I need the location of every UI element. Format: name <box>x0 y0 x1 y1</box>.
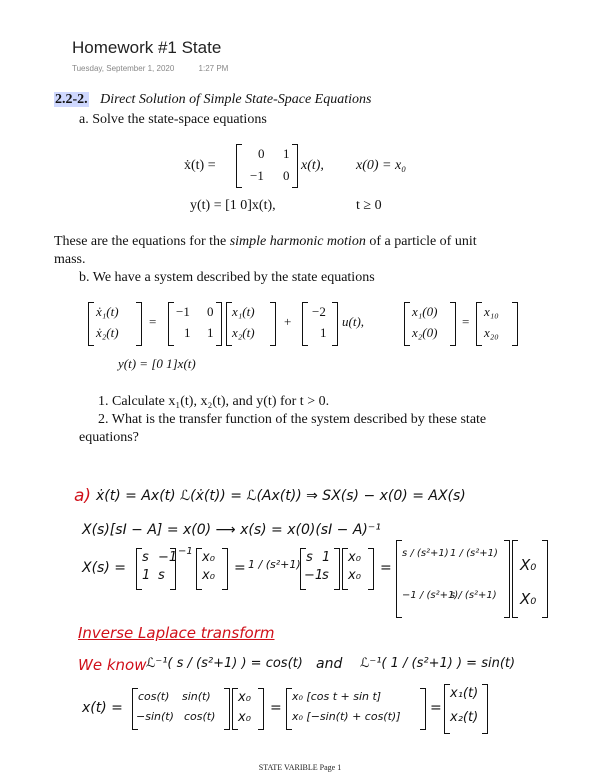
hw-xt-m21: −sin(t) <box>136 710 174 723</box>
hw-l3-m1-21: 1 <box>142 568 151 583</box>
hw-l3-res-12: 1 / (s²+1) <box>450 548 498 559</box>
b-ic-lhs-2: x₂(0) <box>412 325 438 340</box>
eq1-rhs: x(t), <box>301 158 324 173</box>
hw-l3-v3-1: X₀ <box>520 556 537 574</box>
hw-xt-out-right <box>482 684 488 734</box>
note-suffix: of a particle of unit <box>365 234 477 249</box>
hw-l3-m2-22: s <box>322 568 329 583</box>
hw-part-a-label: a) <box>74 486 92 506</box>
hw-xt-v-right <box>258 688 264 730</box>
part-b-text: b. We have a system described by the state equations <box>79 270 375 285</box>
page-time: 1:27 PM <box>198 64 229 73</box>
b-A-bracket-left <box>168 302 174 346</box>
b-lhs-bracket-left <box>88 302 94 346</box>
problem-number: 2.2-2. <box>55 92 88 107</box>
hw-line3-lhs: X(s) = <box>82 560 126 576</box>
problem-title: Direct Solution of Simple State-Space Equations <box>100 92 372 107</box>
eq1-a11: 0 <box>258 146 265 161</box>
b-ic-equals: = <box>462 314 470 329</box>
eq2: y(t) = [1 0]x(t), <box>190 198 276 213</box>
hw-l3-v2-right <box>368 548 374 590</box>
b-A12: 0 <box>207 304 214 319</box>
page-title: Homework #1 State <box>72 38 222 57</box>
hw-xt-res-right <box>420 688 426 730</box>
hw-xt-m12: sin(t) <box>182 690 211 703</box>
hw-l3-eq1: = <box>234 560 246 576</box>
eq2-cond: t ≥ 0 <box>356 198 382 213</box>
hw-identity-1: ℒ⁻¹( s / (s²+1) ) = cos(t) <box>146 656 303 671</box>
b-x1: x₁(t) <box>232 304 255 319</box>
hw-ilt-heading: Inverse Laplace transform <box>78 624 275 642</box>
eq1-a21: −1 <box>250 168 264 183</box>
b-lhs-bracket-right <box>136 302 142 346</box>
b-ic-rhs-2: x₂₀ <box>484 325 499 340</box>
problem-heading <box>54 92 371 108</box>
b-A11: −1 <box>176 304 190 319</box>
b-equals: = <box>149 314 157 329</box>
question-2-line1: 2. What is the transfer function of the system described by these state <box>98 412 487 427</box>
b-ic-bracket-right <box>450 302 456 346</box>
b-ic-bracket-left <box>404 302 410 346</box>
hw-l3-v2-1: x₀ <box>348 550 361 565</box>
question-2-line2: equations? <box>79 430 139 445</box>
b-B2: 1 <box>320 325 327 340</box>
b-lhs-1: ẋ₁(t) <box>96 304 119 319</box>
hw-identity-2: ℒ⁻¹( 1 / (s²+1) ) = sin(t) <box>360 656 516 671</box>
eq1-bracket-right <box>292 144 298 188</box>
hw-l3-v1: x₀ <box>202 550 215 565</box>
b-plus: + <box>284 314 292 329</box>
hw-xt-out1: x₁(t) <box>450 686 479 701</box>
b-B-bracket-right <box>332 302 338 346</box>
eq1-a12: 1 <box>283 146 290 161</box>
hw-l3-eq2: = <box>380 560 392 576</box>
hw-line2: X(s)[sI − A] = x(0) ⟶ x(s) = x(0)(sI − A)⁻¹ <box>82 522 381 538</box>
page-timestamp <box>72 64 228 73</box>
hw-xt-lhs: x(t) = <box>82 700 123 716</box>
note-emphasis: simple harmonic motion <box>229 234 366 249</box>
hw-xt-m-right <box>224 688 230 730</box>
hw-l3-v-right <box>222 548 228 590</box>
b-ic-rhs-bracket-right <box>512 302 518 346</box>
b-B-bracket-left <box>302 302 308 346</box>
hw-l3-v3-left <box>512 540 518 618</box>
hw-l3-frac: 1 / (s²+1) <box>248 558 301 571</box>
hw-l3-v2-2: x₀ <box>348 568 361 583</box>
hw-xt-v2: x₀ <box>238 710 251 725</box>
hw-l3-m2-11: s <box>306 550 313 565</box>
hw-xt-v1: x₀ <box>238 690 251 705</box>
hw-l3-m1-22: s <box>158 568 165 583</box>
eq1-bracket-left <box>236 144 242 188</box>
question-1: 1. Calculate x₁(t), x₂(t), and y(t) for t > 0. <box>98 394 330 409</box>
eq1-a22: 0 <box>283 168 290 183</box>
hw-l3-res-22: s / (s²+1) <box>450 590 497 601</box>
hw-l3-res-right <box>504 540 510 618</box>
hw-we-know: We know <box>78 656 147 674</box>
b-A21: 1 <box>184 325 191 340</box>
hw-xt-out2: x₂(t) <box>450 710 479 725</box>
page-date: Tuesday, September 1, 2020 <box>72 64 175 73</box>
hw-l3-res-21: −1 / (s²+1) <box>402 590 459 601</box>
hw-l3-m1-12: −1 <box>158 550 178 565</box>
hw-l3-m2-12: 1 <box>322 550 331 565</box>
hw-xt-res1: x₀ [cos t + sin t] <box>292 690 382 703</box>
b-output-eq: y(t) = [0 1]x(t) <box>118 356 196 371</box>
note-line2: mass. <box>54 252 86 267</box>
hw-xt-eq2: = <box>430 700 442 716</box>
hw-xt-m22: cos(t) <box>184 710 216 723</box>
page-footer: STATE VARIBLE Page 1 <box>258 763 342 772</box>
b-lhs-2: ẋ₂(t) <box>96 325 119 340</box>
hw-l3-m2-21: −1 <box>304 568 324 583</box>
hw-xt-m11: cos(t) <box>138 690 170 703</box>
eq1-ic: x(0) = x₀ <box>356 158 407 173</box>
b-ic-rhs-bracket-left <box>476 302 482 346</box>
hw-l3-v3-right <box>542 540 548 618</box>
hw-l3-m1-right <box>170 548 176 590</box>
hw-l3-inverse: −1 <box>178 546 193 557</box>
b-A22: 1 <box>207 325 214 340</box>
b-x2: x₂(t) <box>232 325 255 340</box>
eq1-lhs: ẋ(t) = <box>184 158 216 173</box>
note-line1 <box>54 234 477 250</box>
hw-l3-res-11: s / (s²+1) <box>402 548 449 559</box>
b-x-bracket-right <box>270 302 276 346</box>
hw-and: and <box>316 656 343 672</box>
part-a-text: a. Solve the state-space equations <box>79 112 267 127</box>
b-ic-lhs-1: x₁(0) <box>412 304 438 319</box>
b-B1: −2 <box>312 304 326 319</box>
hw-l3-m1-11: s <box>142 550 149 565</box>
hw-xt-res2: x₀ [−sin(t) + cos(t)] <box>292 710 401 723</box>
b-u: u(t), <box>342 314 365 329</box>
b-ic-rhs-1: x₁₀ <box>484 304 499 319</box>
b-A-bracket-right <box>216 302 222 346</box>
hw-l3-v3-2: X₀ <box>520 590 537 608</box>
hw-l3-v2: x₀ <box>202 568 215 583</box>
hw-xt-eq1: = <box>270 700 282 716</box>
hw-l3-m2-right <box>334 548 340 590</box>
note-prefix: These are the equations for the <box>54 234 230 249</box>
hw-line1: ẋ(t) = Ax(t) ℒ(ẋ(t)) = ℒ(Ax(t)) ⇒ SX(s) − x(0) = AX(s) <box>96 488 466 504</box>
